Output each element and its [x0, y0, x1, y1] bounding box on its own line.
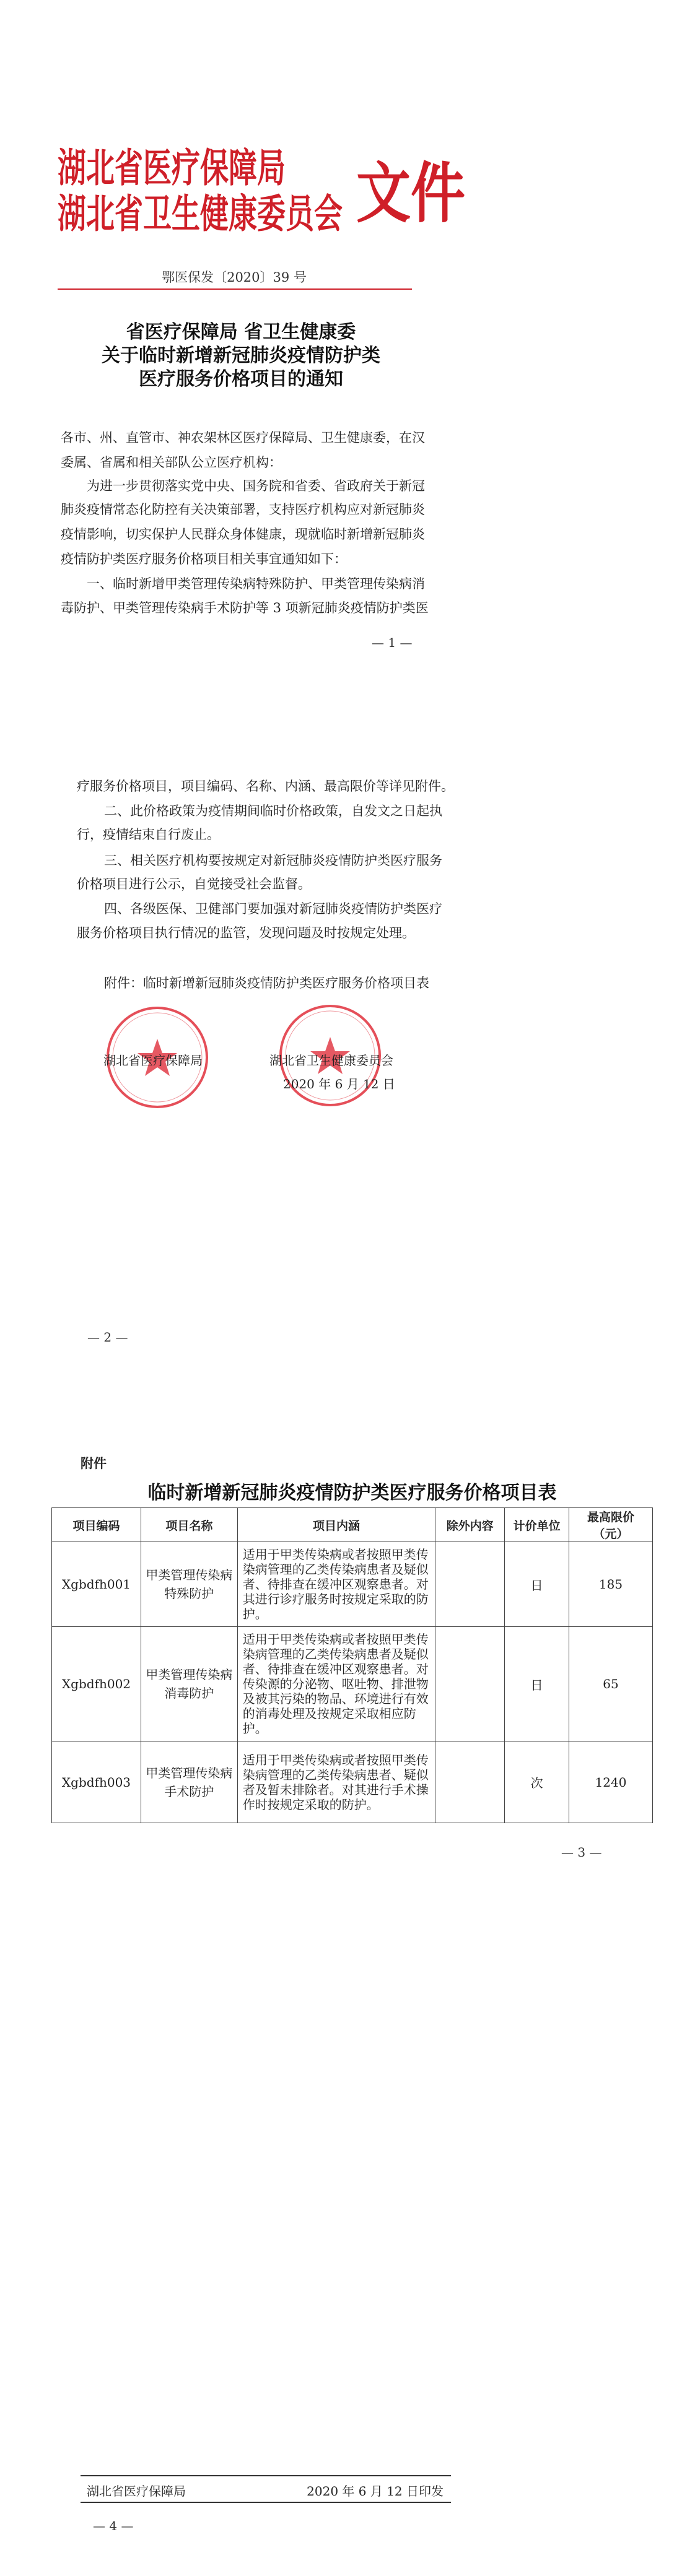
body-line: 委属、省属和相关部队公立医疗机构： — [61, 455, 282, 470]
signature-medical-security: 湖北省医疗保障局 — [103, 1053, 203, 1068]
red-divider — [58, 288, 412, 290]
footer-print-date: 2020 年 6 月 12 日印发 — [307, 2484, 444, 2499]
table-row — [52, 1741, 653, 1823]
cell-name: 甲类管理传染病手术防护 — [141, 1741, 237, 1823]
column-header-max-price: 最高限价（元） — [569, 1508, 653, 1542]
cell-unit: 日 — [505, 1542, 569, 1627]
page-number-1: — 1 — — [372, 635, 413, 650]
footer-bottom-rule — [81, 2502, 451, 2503]
page-number-4: — 4 — — [93, 2518, 134, 2533]
issuer-line-2: 湖北省卫生健康委员会 — [58, 190, 343, 237]
column-header-code: 项目编码 — [52, 1508, 141, 1542]
doc-title-line-3: 医疗服务价格项目的通知 — [139, 368, 343, 390]
column-header-unit: 计价单位 — [505, 1508, 569, 1542]
doc-number: 鄂医保发〔2020〕39 号 — [162, 270, 307, 285]
body-line: 肺炎疫情常态化防控有关决策部署，支持医疗机构应对新冠肺炎 — [61, 502, 425, 517]
doc-title-line-2: 关于临时新增新冠肺炎疫情防护类 — [102, 345, 380, 366]
body-line: 各市、州、直管市、神农架林区医疗保障局、卫生健康委，在汉 — [61, 430, 425, 445]
signature-date: 2020 年 6 月 12 日 — [283, 1077, 395, 1091]
cell-code: Xgbdfh001 — [52, 1542, 141, 1627]
body-line: 为进一步贯彻落实党中央、国务院和省委、省政府关于新冠 — [87, 479, 425, 493]
attachment-label: 附件 — [81, 1456, 107, 1471]
body-line: 二、此价格政策为疫情期间临时价格政策，自发文之日起执 — [104, 804, 442, 818]
body-line: 疫情影响，切实保护人民群众身体健康，现就临时新增新冠肺炎 — [61, 527, 425, 542]
cell-max-price: 1240 — [569, 1741, 653, 1823]
page-number-2: — 2 — — [87, 1330, 128, 1345]
table-row — [52, 1542, 653, 1627]
body-line: 价格项目进行公示，自觉接受社会监督。 — [77, 877, 311, 891]
column-header-content: 项目内涵 — [237, 1508, 435, 1542]
price-items-table — [51, 1507, 653, 1823]
table-header-row — [52, 1508, 653, 1542]
body-line: 四、各级医保、卫健部门要加强对新冠肺炎疫情防护类医疗 — [104, 901, 442, 916]
body-line: 行，疫情结束自行废止。 — [77, 827, 220, 842]
issuer-line-1: 湖北省医疗保障局 — [58, 144, 286, 191]
footer-top-rule — [81, 2475, 451, 2476]
body-line: 疫情防护类医疗服务价格项目相关事宜通知如下： — [61, 552, 347, 566]
cell-max-price: 185 — [569, 1542, 653, 1627]
cell-unit: 次 — [505, 1741, 569, 1823]
cell-max-price: 65 — [569, 1627, 653, 1741]
cell-exclusion — [435, 1741, 505, 1823]
table-title: 临时新增新冠肺炎疫情防护类医疗服务价格项目表 — [147, 1482, 557, 1504]
cell-name: 甲类管理传染病消毒防护 — [141, 1627, 237, 1741]
column-header-name: 项目名称 — [141, 1508, 237, 1542]
body-line: 疗服务价格项目，项目编码、名称、内涵、最高限价等详见附件。 — [77, 779, 454, 794]
cell-content: 适用于甲类传染病或者按照甲类传染病管理的乙类传染病患者、疑似者及暂未排除者。对其进行手术操作时按规定采取的防护。 — [237, 1741, 435, 1823]
cell-exclusion — [435, 1627, 505, 1741]
cell-name: 甲类管理传染病特殊防护 — [141, 1542, 237, 1627]
cell-content: 适用于甲类传染病或者按照甲类传染病管理的乙类传染病患者及疑似者、待排查在缓冲区观察患者。对其进行诊疗服务时按规定采取的防护。 — [237, 1542, 435, 1627]
cell-unit: 日 — [505, 1627, 569, 1741]
doc-title-line-1: 省医疗保障局 省卫生健康委 — [126, 321, 356, 343]
cell-content: 适用于甲类传染病或者按照甲类传染病管理的乙类传染病患者及疑似者、待排查在缓冲区观察患者。对传染源的分泌物、呕吐物、排泄物及被其污染的物品、环境进行有效的消毒处理及按规定采取相应防护。 — [237, 1627, 435, 1741]
file-word: 文件 — [356, 154, 466, 232]
signature-health-commission: 湖北省卫生健康委员会 — [269, 1053, 393, 1068]
cell-code: Xgbdfh002 — [52, 1627, 141, 1741]
body-line: 毒防护、甲类管理传染病手术防护等 3 项新冠肺炎疫情防护类医 — [61, 601, 429, 615]
cell-code: Xgbdfh003 — [52, 1741, 141, 1823]
body-line: 服务价格项目执行情况的监管，发现问题及时按规定处理。 — [77, 926, 415, 940]
column-header-exclusion: 除外内容 — [435, 1508, 505, 1542]
table-row — [52, 1627, 653, 1741]
page-number-3: — 3 — — [561, 1845, 602, 1860]
attachment-note: 附件：临时新增新冠肺炎疫情防护类医疗服务价格项目表 — [104, 976, 429, 991]
cell-exclusion — [435, 1542, 505, 1627]
footer-issuer: 湖北省医疗保障局 — [87, 2484, 186, 2499]
body-line: 三、相关医疗机构要按规定对新冠肺炎疫情防护类医疗服务 — [104, 853, 442, 868]
body-line: 一、临时新增甲类管理传染病特殊防护、甲类管理传染病消 — [87, 576, 425, 591]
